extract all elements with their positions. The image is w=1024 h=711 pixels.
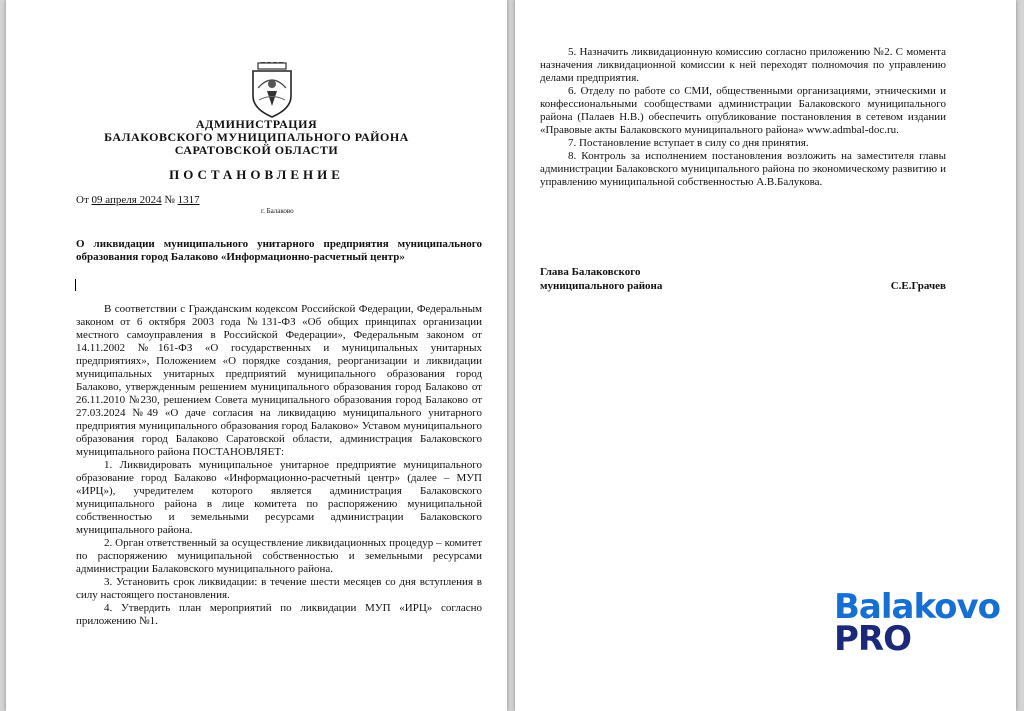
- logo-text-bottom: PRO: [834, 619, 912, 659]
- paragraph-preamble: В соответствии с Гражданским кодексом Российской Федерации, Федеральным законом от 6 октября 2003 года №131-ФЗ «Об общих принципах организации местного самоуправления в Российской Федерации», Федеральным законом от 14.11.2002 №161-ФЗ «О государственных и муниципальных унитарных предприятиях», Положением «О порядке создания, реорганизации и ликвидации муниципальных унитарных предприятий муниципального образования город Балаково, утвержденным решением муниципального образования город Балаково от 26.11.2010 №230, решением Совета муниципального образования город Балаково от 27.03.2024 №49 «О даче согласия на ликвидацию муниципального унитарного предприятия муниципального образования город Балаково» Уставом муниципального образования город Балаково Саратовской области, администрация Балаковского муниципального района ПОСТАНОВЛЯЕТ:: [76, 303, 482, 458]
- document-type-title: ПОСТАНОВЛЕНИЕ: [169, 167, 344, 182]
- decree-date: 09 апреля 2024: [91, 194, 162, 206]
- paragraph-item-4: 4. Утвердить план мероприятий по ликвидации МУП «ИРЦ» согласно приложению №1.: [76, 602, 482, 627]
- paragraph-item-6: 6. Отделу по работе со СМИ, общественными организациями, этническими и конфессиональными сообществами администрации Балаковского муниципального района (Палаев Н.В.) обеспечить опубликование постановления в сетевом издании «Правовые акты Балаковского муниципального района» www.admbal-doc.ru.: [540, 85, 946, 136]
- signature-title-line-1: Глава Балаковского: [540, 266, 641, 278]
- coat-of-arms-icon: [249, 62, 295, 118]
- date-prefix: От: [76, 194, 89, 206]
- signatory-name: С.Е.Грачев: [890, 280, 946, 292]
- decree-number: 1317: [177, 194, 200, 206]
- paragraph-item-2: 2. Орган ответственный за осуществление ликвидационных процедур – комитет по распоряжению муниципальной собственностью и земельными ресурсами администрации Балаковского муниципального района.: [76, 537, 482, 575]
- signature-block: [540, 265, 946, 293]
- decree-body-part-2: [540, 46, 946, 189]
- date-line: [76, 194, 200, 206]
- paragraph-item-1: 1. Ликвидировать муниципальное унитарное предприятие муниципального образование город Балаково «Информационно-расчетный центр» (далее – МУП «ИРЦ»), учредителем которого является администрация Балаковского муниципального района в лице комитета по распоряжению муниципальной собственностью и земельными ресурсами администрации Балаковского муниципального района.: [76, 459, 482, 536]
- header-region: САРАТОВСКОЙ ОБЛАСТИ: [174, 143, 339, 157]
- signature-title-line-2: муниципального района: [540, 280, 663, 292]
- text-cursor: [75, 279, 76, 291]
- balakovo-pro-logo: [834, 587, 1001, 660]
- city-label: г. Балаково: [261, 207, 294, 215]
- paragraph-item-3: 3. Установить срок ликвидации: в течение шести месяцев со дня вступления в силу настоящего постановления.: [76, 576, 482, 601]
- paragraph-item-8: 8. Контроль за исполнением постановления возложить на заместителя главы администрации Балаковского муниципального района по экономическому развитию и управлению муниципальной собственностью А.В.Балукова.: [540, 150, 946, 188]
- document-page-1: [6, 0, 507, 711]
- header-admin: АДМИНИСТРАЦИЯ: [195, 117, 318, 131]
- paragraph-item-5: 5. Назначить ликвидационную комиссию согласно приложению №2. С момента назначения ликвидационной комиссии к ней переходят полномочия по управлению делами предприятия.: [540, 46, 946, 84]
- decree-title: О ликвидации муниципального унитарного предприятия муниципального образования город Балаково «Информационно-расчетный центр»: [76, 238, 482, 263]
- decree-body-part-1: [76, 303, 482, 628]
- number-sign: №: [164, 194, 175, 206]
- logo-text-top: Balakovo: [834, 587, 1001, 627]
- header-district: БАЛАКОВСКОГО МУНИЦИПАЛЬНОГО РАЙОНА: [104, 130, 409, 144]
- paragraph-item-7: 7. Постановление вступает в силу со дня принятия.: [568, 137, 809, 149]
